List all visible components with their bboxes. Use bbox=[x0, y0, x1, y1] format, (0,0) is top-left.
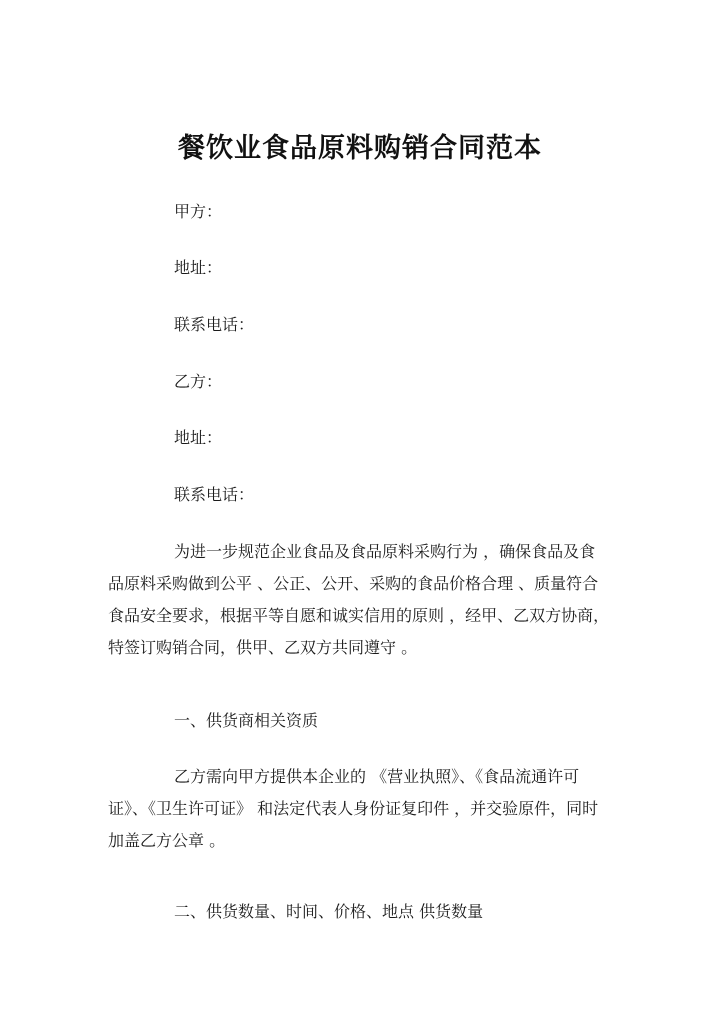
section1-line: 加盖乙方公章 。 bbox=[108, 831, 226, 850]
party-a-phone-label: 联系电话： bbox=[174, 315, 255, 334]
intro-line: 食品安全要求，根据平等自愿和诚实信用的原则 ，经甲、乙双方协商， bbox=[108, 606, 610, 625]
intro-paragraph bbox=[108, 541, 628, 669]
section2-heading: 二、供货数量、时间、价格、地点 供货数量 bbox=[174, 902, 484, 921]
intro-line: 特签订购销合同，供甲、乙双方共同遵守 。 bbox=[108, 638, 418, 657]
section1-line: 证》、《卫生许可证》 和法定代表人身份证复印件 ，并交验原件，同时 bbox=[108, 799, 599, 818]
section1-paragraph bbox=[108, 766, 628, 862]
intro-line: 为进一步规范企业食品及食品原料采购行为 ，确保食品及食 bbox=[174, 542, 596, 561]
party-a-label: 甲方： bbox=[174, 202, 223, 221]
party-b-label: 乙方： bbox=[174, 372, 223, 391]
party-b-phone-label: 联系电话： bbox=[174, 485, 255, 504]
party-a-address-label: 地址： bbox=[174, 258, 223, 277]
section1-heading: 一、供货商相关资质 bbox=[174, 711, 319, 730]
section1-line: 乙方需向甲方提供本企业的 《营业执照》、《食品流通许可 bbox=[174, 767, 580, 786]
intro-line: 品原料采购做到公平 、公正、公开、采购的食品价格合理 、质量符合 bbox=[108, 574, 599, 593]
party-b-address-label: 地址： bbox=[174, 428, 223, 447]
document-title: 餐饮业食品原料购销合同范本 bbox=[178, 133, 542, 164]
